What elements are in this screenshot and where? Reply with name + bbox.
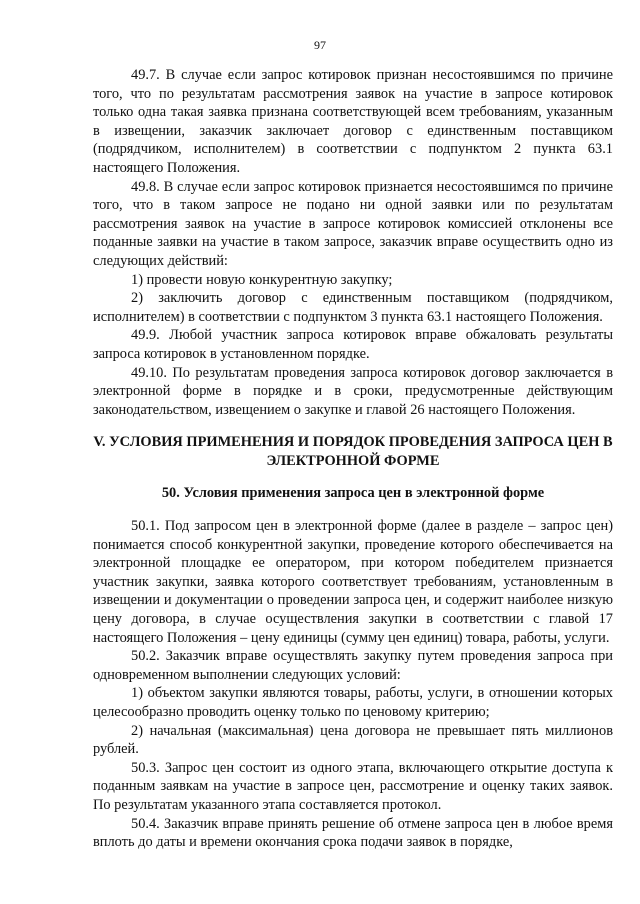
paragraph-49-10: 49.10. По результатам проведения запроса котировок договор заключается в электронной форме в порядке и в сроки, предусмотренные действующим законодательством, извещением о закупке и главой 26 настоящего Положения. <box>93 364 613 418</box>
paragraph-50-3: 50.3. Запрос цен состоит из одного этапа, включающего открытие доступа к поданным заявкам на участие в запросе цен, рассмотрение и оценку таких заявок. По результатам указанного этапа составляется протокол. <box>93 759 613 813</box>
page-number: 97 <box>314 38 326 52</box>
list-item-50-2-2: 2) начальная (максимальная) цена договора не превышает пять миллионов рублей. <box>93 722 613 758</box>
chapter-title: V. УСЛОВИЯ ПРИМЕНЕНИЯ И ПОРЯДОК ПРОВЕДЕНИЯ ЗАПРОСА ЦЕН В ЭЛЕКТРОННОЙ ФОРМЕ <box>93 434 613 469</box>
paragraph-49-9: 49.9. Любой участник запроса котировок вправе обжаловать результаты запроса котировок в установленном порядке. <box>93 327 613 362</box>
list-item-49-8-2: 2) заключить договор с единственным поставщиком (подрядчиком, исполнителем) в соответствии с подпунктом 3 пункта 63.1 настоящего Положения. <box>93 290 613 325</box>
document-body <box>93 66 613 852</box>
paragraph-50-1: 50.1. Под запросом цен в электронной форме (далее в разделе – запрос цен) понимается способ конкурентной закупки, проведение которого обеспечивается на электронной площадке ее оператором, при котором победителем признается участник закупки, заявка которого соответствует требованиям, установленным в извещении и документации о проведении запроса цен, и содержит наиболее низкую цену договора, в случае осуществления закупки в соответствии с главой 17 настоящего Положения – цену единицы (сумму цен единиц) товара, работы, услуги. <box>93 518 613 646</box>
paragraph-49-7: 49.7. В случае если запрос котировок признан несостоявшимся по причине того, что по результатам рассмотрения заявок на участие в запросе котировок только одна такая заявка признана соответствующей всем требованиям, указанным в извещении, заказчик заключает договор с единственным поставщиком (подрядчиком, исполнителем) в соответствии с подпунктом 2 пункта 63.1 настоящего Положения. <box>93 67 613 176</box>
list-item-50-2-1: 1) объектом закупки являются товары, работы, услуги, в отношении которых целесообразно проводить оценку только по ценовому критерию; <box>93 685 613 720</box>
list-item-49-8-1: 1) провести новую конкурентную закупку; <box>131 271 393 288</box>
paragraph-50-2: 50.2. Заказчик вправе осуществлять закупку путем проведения запроса при одновременном выполнении следующих условий: <box>93 648 613 683</box>
section-title: 50. Условия применения запроса цен в электронной форме <box>161 485 545 502</box>
paragraph-50-4: 50.4. Заказчик вправе принять решение об отмене запроса цен в любое время вплоть до даты и времени окончания срока подачи заявок в порядке, <box>93 815 613 851</box>
paragraph-49-8: 49.8. В случае если запрос котировок признается несостоявшимся по причине того, что в таком запросе не подано ни одной заявки или по результатам рассмотрения заявок на участие в запросе котировок комиссией отклонены все поданные заявки на участие в таком запросе, заказчик вправе осуществить одно из следующих действий: <box>93 178 613 269</box>
